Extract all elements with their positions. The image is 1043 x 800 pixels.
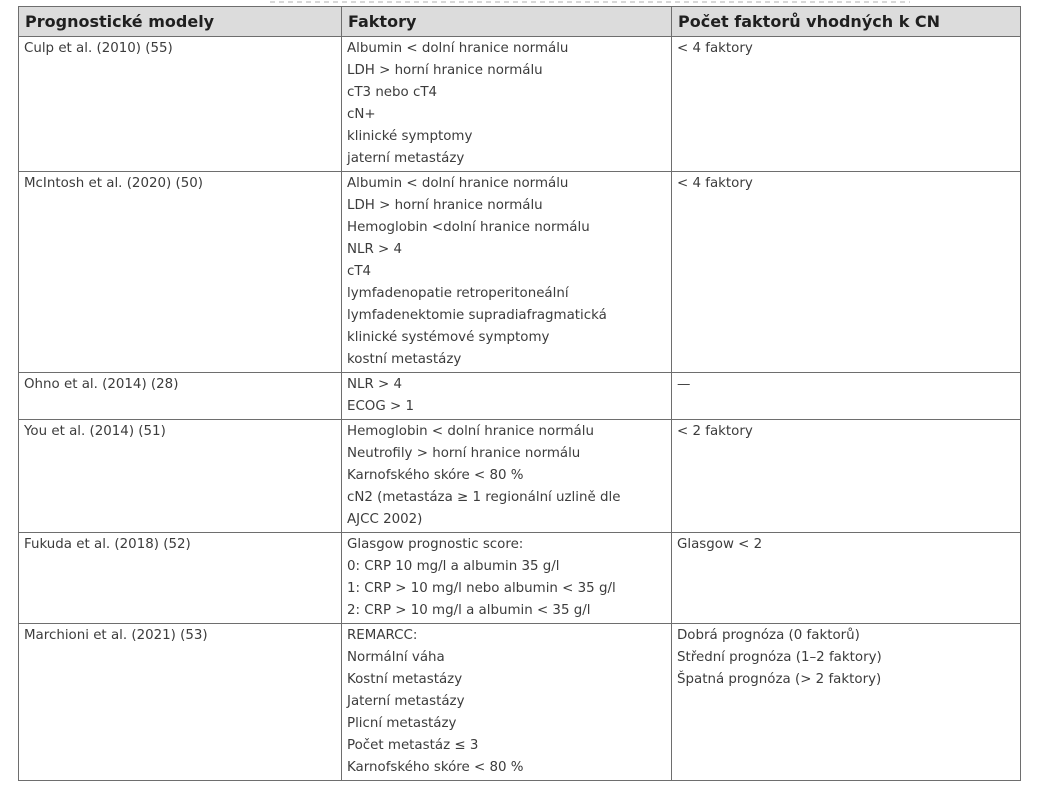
factor-count-cell bbox=[672, 373, 1021, 420]
header-factors: Faktory bbox=[342, 7, 672, 37]
factor-count-cell bbox=[672, 172, 1021, 373]
factor-count-value: Glasgow < 2 bbox=[677, 537, 763, 552]
factor-item: lymfadenektomie supradiafragmatická bbox=[347, 308, 607, 323]
model-cell bbox=[19, 533, 342, 624]
table-row bbox=[19, 420, 1021, 533]
table-header-row bbox=[19, 7, 1021, 37]
factors-cell bbox=[342, 37, 672, 172]
factor-item: ECOG > 1 bbox=[347, 399, 414, 414]
factor-item: Neutrofily > horní hranice normálu bbox=[347, 446, 581, 461]
factor-item: Kostní metastázy bbox=[347, 672, 463, 687]
model-cell bbox=[19, 373, 342, 420]
header-prognostic-models: Prognostické modely bbox=[19, 7, 342, 37]
model-name: Marchioni et al. (2021) (53) bbox=[24, 628, 208, 643]
table-row bbox=[19, 533, 1021, 624]
factors-cell bbox=[342, 624, 672, 781]
factor-item: klinické symptomy bbox=[347, 129, 473, 144]
factor-item: Albumin < dolní hranice normálu bbox=[347, 41, 569, 56]
factor-item: REMARCC: bbox=[347, 628, 418, 643]
factor-item: Karnofského skóre < 80 % bbox=[347, 468, 524, 483]
model-name: Ohno et al. (2014) (28) bbox=[24, 377, 179, 392]
factor-count-cell bbox=[672, 420, 1021, 533]
model-cell bbox=[19, 37, 342, 172]
factor-count-value: — bbox=[677, 377, 691, 392]
factors-cell bbox=[342, 172, 672, 373]
factor-count-cell bbox=[672, 624, 1021, 781]
factor-item: Karnofského skóre < 80 % bbox=[347, 760, 524, 775]
model-cell bbox=[19, 172, 342, 373]
factor-count-cell bbox=[672, 533, 1021, 624]
factor-count-value: < 4 faktory bbox=[677, 41, 753, 56]
factor-count-value: < 2 faktory bbox=[677, 424, 753, 439]
factor-item: 0: CRP 10 mg/l a albumin 35 g/l bbox=[347, 559, 560, 574]
factor-item: 2: CRP > 10 mg/l a albumin < 35 g/l bbox=[347, 603, 591, 618]
factor-item: lymfadenopatie retroperitoneální bbox=[347, 286, 569, 301]
factor-item: Jaterní metastázy bbox=[347, 694, 465, 709]
model-name: Fukuda et al. (2018) (52) bbox=[24, 537, 191, 552]
factor-item: cN2 (metastáza ≥ 1 regionální uzlině dle bbox=[347, 490, 621, 505]
factor-item: jaterní metastázy bbox=[347, 151, 465, 166]
table-row bbox=[19, 373, 1021, 420]
factor-count-value: < 4 faktory bbox=[677, 176, 753, 191]
factor-item: Počet metastáz ≤ 3 bbox=[347, 738, 479, 753]
header-factor-count: Počet faktorů vhodných k CN bbox=[672, 7, 1021, 37]
factor-item: 1: CRP > 10 mg/l nebo albumin < 35 g/l bbox=[347, 581, 616, 596]
factor-item: klinické systémové symptomy bbox=[347, 330, 550, 345]
factor-count-value: Dobrá prognóza (0 faktorů) bbox=[677, 628, 860, 643]
factor-item: cT3 nebo cT4 bbox=[347, 85, 438, 100]
prognostic-models-table bbox=[18, 6, 1021, 781]
model-cell bbox=[19, 624, 342, 781]
factor-count-value: Špatná prognóza (> 2 faktory) bbox=[677, 672, 882, 687]
factor-item: Plicní metastázy bbox=[347, 716, 457, 731]
table-row bbox=[19, 37, 1021, 172]
factor-item: kostní metastázy bbox=[347, 352, 462, 367]
factor-item: Hemoglobin < dolní hranice normálu bbox=[347, 424, 594, 439]
factor-item: LDH > horní hranice normálu bbox=[347, 198, 543, 213]
factor-item: Glasgow prognostic score: bbox=[347, 537, 524, 552]
factor-count-value: Střední prognóza (1–2 faktory) bbox=[677, 650, 882, 665]
table-row bbox=[19, 624, 1021, 781]
factor-item: cT4 bbox=[347, 264, 372, 279]
cropped-caption-remnant bbox=[20, 0, 1020, 4]
model-name: You et al. (2014) (51) bbox=[24, 424, 166, 439]
factor-item: NLR > 4 bbox=[347, 377, 403, 392]
factor-item: Normální váha bbox=[347, 650, 445, 665]
factor-item: Hemoglobin <dolní hranice normálu bbox=[347, 220, 590, 235]
model-cell bbox=[19, 420, 342, 533]
factor-item: cN+ bbox=[347, 107, 376, 122]
factors-cell bbox=[342, 420, 672, 533]
table-row bbox=[19, 172, 1021, 373]
factor-item: AJCC 2002) bbox=[347, 512, 423, 527]
model-name: Culp et al. (2010) (55) bbox=[24, 41, 173, 56]
factor-item: NLR > 4 bbox=[347, 242, 403, 257]
factor-item: Albumin < dolní hranice normálu bbox=[347, 176, 569, 191]
model-name: McIntosh et al. (2020) (50) bbox=[24, 176, 203, 191]
factor-count-cell bbox=[672, 37, 1021, 172]
factors-cell bbox=[342, 533, 672, 624]
factor-item: LDH > horní hranice normálu bbox=[347, 63, 543, 78]
factors-cell bbox=[342, 373, 672, 420]
table-body bbox=[19, 37, 1021, 781]
